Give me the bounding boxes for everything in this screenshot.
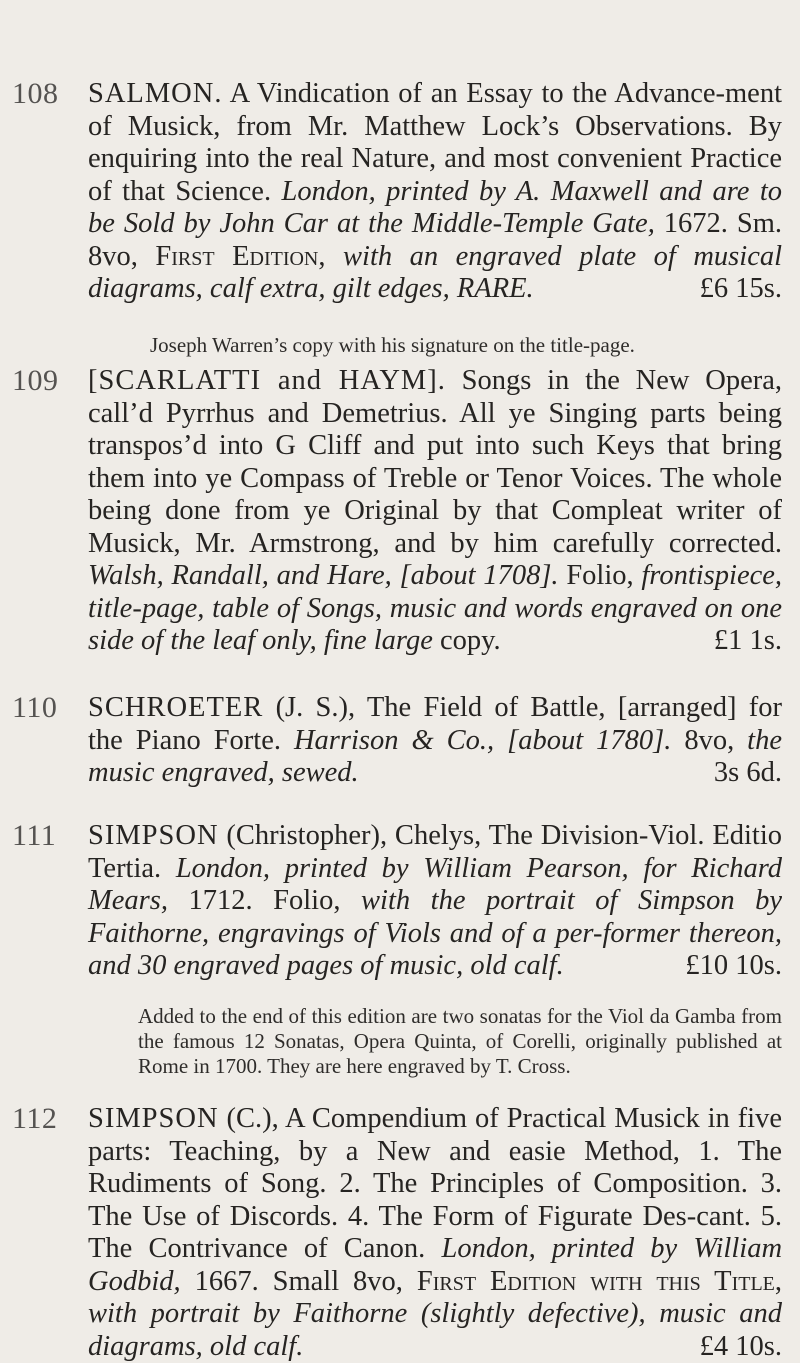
entry-details: 1667. Small 8vo, (195, 1266, 403, 1297)
entry-price: £10 10s. (685, 950, 782, 983)
entry-imprint: London, printed by William Pearson, for Richard Mears, (88, 853, 782, 917)
entry-details: Folio, (566, 560, 633, 591)
entry-note: Added to the end of this edition are two sonatas for the Viol da Gamba from the famous 12 Sonatas, Opera Quinta, of Corelli, originally published at Rome in 1700. They are here engraved by T. Cross. (138, 1004, 782, 1079)
entry-edition: First Edition, (155, 241, 325, 272)
entry-text (88, 1103, 782, 1363)
entry-number: 110 (12, 692, 72, 724)
entry-number: 112 (12, 1103, 72, 1135)
entry-description: the music engraved, sewed. (88, 725, 782, 789)
entry-text (88, 820, 782, 983)
entry-imprint: London, printed by William Godbid, (88, 1233, 782, 1297)
entry-title: (J. S.), The Field of Battle, [arranged] for the Piano Forte. (88, 692, 782, 756)
entry-title: (C.), A Compendium of Practical Musick in five parts: Teaching, by a New and easie Method, 1. The Rudiments of Song. 2. The Principles of Composition. 3. The Use of Discords. 4. The Form of Figurate Des-cant. 5. The Contrivance of Canon. (88, 1103, 782, 1264)
entry-note: Joseph Warren’s copy with his signature on the title-page. (150, 333, 782, 358)
entry-details: 1672. Sm. 8vo, (88, 208, 782, 272)
entry-description: with the portrait of Simpson by Faithorne, engravings of Viols and of a per-former thereon, and 30 engraved pages of music, old calf. (88, 885, 782, 981)
entry-text (88, 692, 782, 790)
entry-details: 1712. Folio, (189, 885, 341, 916)
entry-number: 111 (12, 820, 72, 852)
entry-tail: copy. (440, 625, 501, 656)
entry-author: SIMPSON (88, 1103, 219, 1134)
entry-description: with portrait by Faithorne (slightly defective), music and diagrams, old calf. (88, 1298, 782, 1362)
entry-title: A Vindication of an Essay to the Advance-ment of Musick, from Mr. Matthew Lock’s Observations. By enquiring into the real Nature, and most convenient Practice of that Science. (88, 78, 782, 207)
entry-author: SIMPSON (88, 820, 219, 851)
entry-author: SALMON. (88, 78, 222, 109)
entry-number: 109 (12, 365, 72, 397)
entry-text (88, 365, 782, 658)
entry-description: with an engraved plate of musical diagrams, calf extra, gilt edges, RARE. (88, 241, 782, 305)
entry-imprint: Walsh, Randall, and Hare, [about 1708]. (88, 560, 559, 591)
entry-imprint: Harrison & Co., [about 1780]. (294, 725, 671, 756)
entry-details: 8vo, (684, 725, 734, 756)
entry-price: £6 15s. (700, 273, 782, 306)
entry-title: Songs in the New Opera, call’d Pyrrhus and Demetrius. All ye Singing parts being transpos’d into G Cliff and put into such Keys that bring them into ye Compass of Treble or Tenor Voices. The whole being done from ye Original by that Compleat writer of Musick, Mr. Armstrong, and by him carefully corrected. (88, 365, 782, 559)
entry-description: frontispiece, title-page, table of Songs, music and words engraved on one side of the leaf only, fine large (88, 560, 782, 656)
entry-imprint: London, printed by A. Maxwell and are to be Sold by John Car at the Middle-Temple Gate, (88, 176, 782, 240)
entry-author: SCHROETER (88, 692, 263, 723)
entry-number: 108 (12, 78, 72, 110)
entry-text (88, 78, 782, 306)
entry-title: (Christopher), Chelys, The Division-Viol. Editio Tertia. (88, 820, 782, 884)
entry-author: [SCARLATTI and HAYM]. (88, 365, 446, 396)
entry-price: £4 10s. (700, 1331, 782, 1363)
entry-price: 3s 6d. (714, 757, 782, 790)
entry-price: £1 1s. (714, 625, 782, 658)
entry-edition: First Edition with this Title, (417, 1266, 782, 1297)
